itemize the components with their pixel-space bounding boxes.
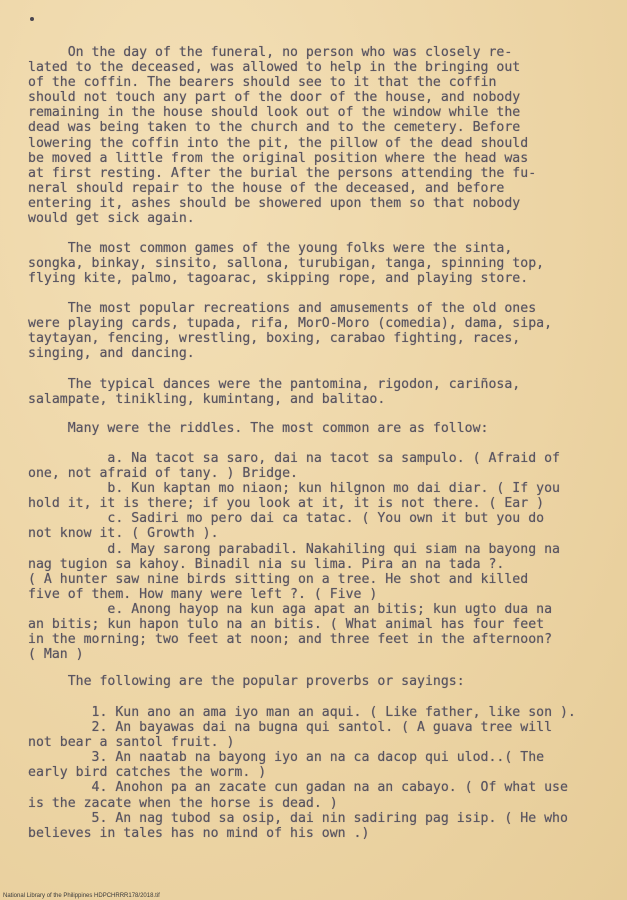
text-line: salampate, tinikling, kumintang, and balitao. [28,392,386,408]
text-line: On the day of the funeral, no person who was closely re- [28,45,513,60]
text-line: 3. An naatab na bayong iyo an na ca dacop qui ulod..( The [28,750,545,766]
text-line: 4. Anohon pa an zacate cun gadan na an cabayo. ( Of what use [28,780,568,796]
text-line: 1. Kun ano an ama iyo man an aqui. ( Like father, like son ). [28,705,576,720]
dances-paragraph [28,377,576,407]
text-line: e. Anong hayop na kun aga apat an bitis; kun ugto dua na [28,601,553,617]
text-line: at first resting. After the burial the persons attending the fu- [28,165,537,181]
text-line: be moved a little from the original position where the head was [28,150,529,166]
text-line: The most popular recreations and amusements of the old ones [28,301,537,316]
text-line: should not touch any part of the door of the house, and nobody [28,90,521,106]
text-line: lowering the coffin into the pit, the pillow of the dead should [28,135,529,151]
text-line: remaining in the house should look out of the window while the [28,105,521,121]
text-line: early bird catches the worm. ) [28,765,267,781]
text-line: songka, binkay, sinsito, sallona, turubigan, tanga, spinning top, [28,256,545,272]
ink-dot [30,17,34,21]
text-line: an bitis; kun hapon tulo na an bitis. ( What animal has four feet [28,617,545,633]
text-line: a. Na tacot sa saro, dai na tacot sa sampulo. ( Afraid of [28,451,560,466]
games-paragraph [28,241,576,286]
text-line: five of them. How many were left ?. ( Five ) [28,586,378,602]
funeral-paragraph [28,45,576,226]
text-line: Many were the riddles. The most common are as follow: [28,421,489,436]
recreations-paragraph [28,301,576,361]
text-line: c. Sadiri mo pero dai ca tatac. ( You own it but you do [28,511,545,527]
text-line: one, not afraid of tany. ) Bridge. [28,466,298,482]
text-line: 5. An nag tubod sa osip, dai nin sadiring pag isip. ( He who [28,810,568,826]
text-line: would get sick again. [28,211,195,227]
archive-footer: National Library of the Philippines HDPCHRRR178/2018.tif [3,893,160,899]
text-line: ( Man ) [28,647,84,663]
text-line: lated to the deceased, was allowed to help in the bringing out [28,60,521,76]
text-line: flying kite, palmo, tagoarac, skipping rope, and playing store. [28,271,529,287]
text-line: is the zacate when the horse is dead. ) [28,795,338,811]
proverbs-list [28,705,576,841]
text-line: The following are the popular proverbs or sayings: [28,674,465,689]
text-line: in the morning; two feet at noon; and three feet in the afternoon? [28,632,553,648]
text-line: 2. An bayawas dai na bugna qui santol. ( A guava tree will [28,720,553,736]
text-line: not know it. ( Growth ). [28,526,219,542]
proverbs-intro [28,674,576,689]
text-line: dead was being taken to the church and to the cemetery. Before [28,120,521,136]
text-line: b. Kun kaptan mo niaon; kun hilgnon mo dai diar. ( If you [28,481,560,497]
riddles-intro [28,421,576,436]
riddles-list [28,451,576,662]
text-line: nag tugion sa kahoy. Binadil nia su lima. Pira an na tada ?. [28,556,505,572]
text-line: The most common games of the young folks were the sinta, [28,241,513,256]
text-line: ( A hunter saw nine birds sitting on a tree. He shot and killed [28,571,529,587]
text-line: The typical dances were the pantomina, rigodon, cariñosa, [28,377,521,392]
text-line: not bear a santol fruit. ) [28,735,235,751]
text-line: d. May sarong parabadil. Nakahiling qui siam na bayong na [28,541,560,557]
text-line: taytayan, fencing, wrestling, boxing, carabao fighting, races, [28,331,521,347]
text-line: entering it, ashes should be showered upon them so that nobody [28,195,521,211]
text-line: singing, and dancing. [28,346,195,362]
text-line: believes in tales has no mind of his own .) [28,825,370,841]
text-line: hold it, it is there; if you look at it, it is not there. ( Ear ) [28,496,545,512]
text-line: of the coffin. The bearers should see to it that the coffin [28,75,497,91]
text-line: were playing cards, tupada, rifa, MorO-Moro (comedia), dama, sipa, [28,316,553,332]
text-line: neral should repair to the house of the deceased, and before [28,180,505,196]
